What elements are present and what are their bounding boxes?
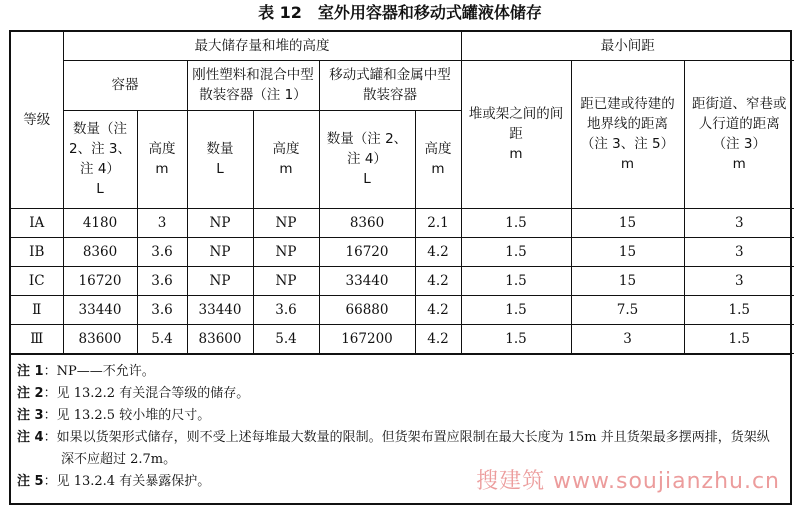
header-to-street: 距街道、窄巷或人行道的距离（注 3） m [684,60,794,208]
cell-qty-rigid: 83600 [187,324,253,353]
header-grade: 等级 [11,32,63,208]
cell-qty-containers: 16720 [63,266,137,295]
cell-qty-rigid: NP [187,208,253,237]
cell-qty-rigid: NP [187,266,253,295]
header-rigid-plastic: 刚性塑料和混合中型散装容器（注 1） [187,60,319,110]
cell-height-tank: 2.1 [415,208,461,237]
cell-qty-rigid: 33440 [187,295,253,324]
cell-qty-containers: 4180 [63,208,137,237]
header-qty-rigid: 数量 L [187,110,253,208]
cell-height-rigid: 5.4 [253,324,319,353]
cell-qty-containers: 8360 [63,237,137,266]
cell-height-rigid: NP [253,208,319,237]
note-label: 注 2 [17,385,44,401]
cell-to-street: 3 [684,266,794,295]
table-row [11,324,794,353]
header-height-tank: 高度 m [415,110,461,208]
cell-height-tank: 4.2 [415,295,461,324]
cell-to-property-line: 15 [571,266,684,295]
cell-qty-rigid: NP [187,237,253,266]
cell-to-property-line: 15 [571,237,684,266]
cell-qty-tank: 33440 [319,266,415,295]
cell-qty-tank: 167200 [319,324,415,353]
cell-qty-tank: 66880 [319,295,415,324]
table-grid [11,32,794,354]
cell-qty-containers: 83600 [63,324,137,353]
cell-height-tank: 4.2 [415,324,461,353]
table-row [11,237,794,266]
cell-to-street: 1.5 [684,295,794,324]
note-label: 注 3 [17,407,44,423]
header-height-containers: 高度 m [137,110,187,208]
table-row [11,266,794,295]
cell-height-containers: 3.6 [137,295,187,324]
cell-height-containers: 3 [137,208,187,237]
note-item [17,361,780,383]
cell-grade: Ⅲ [11,324,63,353]
cell-height-rigid: 3.6 [253,295,319,324]
header-height-rigid: 高度 m [253,110,319,208]
cell-height-containers: 3.6 [137,237,187,266]
cell-to-street: 3 [684,237,794,266]
cell-height-rigid: NP [253,237,319,266]
note-label: 注 1 [17,363,44,379]
storage-table [9,30,792,505]
header-max-storage: 最大储存量和堆的高度 [63,32,461,60]
note-label: 注 4 [17,429,44,445]
cell-height-rigid: NP [253,266,319,295]
cell-to-property-line: 3 [571,324,684,353]
cell-height-tank: 4.2 [415,237,461,266]
cell-to-street: 3 [684,208,794,237]
table-title: 表 12 室外用容器和移动式罐液体储存 [258,3,542,22]
cell-grade: ⅠA [11,208,63,237]
note-text: ：见 13.2.5 较小堆的尺寸。 [43,407,211,423]
cell-qty-containers: 33440 [63,295,137,324]
cell-height-containers: 3.6 [137,266,187,295]
cell-between-piles: 1.5 [461,324,571,353]
note-text: ：见 13.2.4 有关暴露保护。 [43,473,211,489]
cell-grade: ⅠB [11,237,63,266]
header-portable-tank: 移动式罐和金属中型散装容器 [319,60,461,110]
header-between-piles: 堆或架之间的间距 m [461,60,571,208]
cell-qty-tank: 8360 [319,208,415,237]
header-to-property-line: 距已建或待建的地界线的距离（注 3、注 5） m [571,60,684,208]
watermark: 搜建筑 www.soujianzhu.cn [476,469,780,494]
cell-between-piles: 1.5 [461,295,571,324]
cell-grade: ⅠC [11,266,63,295]
note-text: ：NP——不允许。 [43,363,155,379]
cell-between-piles: 1.5 [461,237,571,266]
cell-height-containers: 5.4 [137,324,187,353]
cell-qty-tank: 16720 [319,237,415,266]
note-text: ：见 13.2.2 有关混合等级的储存。 [43,385,250,401]
note-text: ：如果以货架形式储存，则不受上述每堆最大数量的限制。但货架布置应限制在最大长度为 15m 并且货架最多摆两排，货架纵深不应超过 2.7m。 [43,429,770,467]
header-qty-tank: 数量（注 2、注 4） L [319,110,415,208]
header-container: 容器 [63,60,187,110]
cell-between-piles: 1.5 [461,208,571,237]
cell-to-property-line: 7.5 [571,295,684,324]
table-row [11,208,794,237]
cell-between-piles: 1.5 [461,266,571,295]
header-qty-containers: 数量（注 2、注 3、注 4） L [63,110,137,208]
cell-to-street: 1.5 [684,324,794,353]
note-item [17,383,780,405]
table-row [11,295,794,324]
header-min-spacing: 最小间距 [461,32,794,60]
note-label: 注 5 [17,473,44,489]
note-item [17,405,780,427]
cell-height-tank: 4.2 [415,266,461,295]
cell-grade: Ⅱ [11,295,63,324]
cell-to-property-line: 15 [571,208,684,237]
